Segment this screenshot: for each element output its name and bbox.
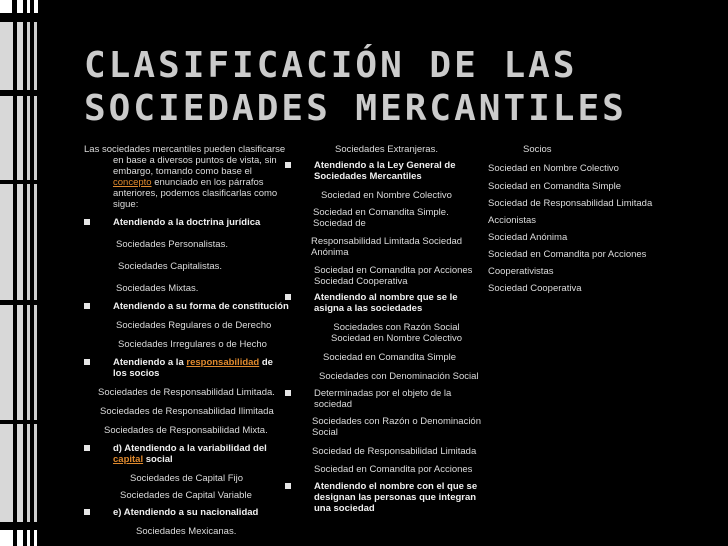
bullet-label-part-1: d) Atendiendo a la variabilidad del (113, 443, 267, 454)
deco-bar-top (0, 0, 12, 13)
bullet-icon (84, 445, 90, 451)
bullet-nacionalidad (84, 507, 289, 518)
deco-bar-left (0, 22, 13, 522)
list-item: Sociedad en Nombre Colectivo (488, 163, 619, 174)
list-item: Sociedad en Nombre Colectivo (321, 190, 452, 201)
bullet-label: Atendiendo al nombre que se le asigna a las sociedades (314, 292, 458, 314)
list-item: Sociedades Irregulares o de Hecho (118, 339, 267, 350)
list-item: Sociedad Anónima (488, 232, 568, 243)
title-line-2: SOCIEDADES MERCANTILES (84, 88, 627, 129)
deco-bar-top (27, 0, 30, 13)
deco-bar-bottom (27, 530, 30, 546)
column-3 (488, 144, 688, 294)
bullet-objeto (285, 388, 485, 410)
list-item: Sociedades de Responsabilidad Mixta. (104, 425, 268, 436)
column-2 (285, 144, 485, 514)
list-item: Sociedades Capitalistas. (118, 261, 223, 272)
deco-gap (0, 180, 40, 184)
list-item: Sociedad de Responsabilidad Limitada (312, 446, 477, 457)
list-item: Sociedad en Comandita Simple (323, 352, 457, 363)
bullet-icon (285, 294, 291, 300)
bullet-label-part-2: de los socios (113, 357, 273, 379)
list-item: Sociedades Regulares o de Derecho (116, 320, 272, 331)
list-item: Sociedades Extranjeras. (335, 144, 438, 155)
list-item: Sociedades de Responsabilidad Ilimitada (100, 406, 274, 417)
list-item: Sociedades Mixtas. (116, 283, 199, 294)
list-item: Accionistas (488, 215, 537, 226)
list-item: Sociedades Personalistas. (116, 239, 228, 250)
list-item: Sociedades Mexicanas. (136, 526, 237, 537)
deco-bar-bottom (17, 530, 23, 546)
deco-bar-bottom (0, 530, 13, 546)
deco-bar-top (34, 0, 38, 13)
list-item: Sociedad en Comandita por Acciones Sociedad Cooperativa (314, 265, 473, 287)
bullet-icon (285, 390, 291, 396)
list-item: Responsabilidad Limitada Sociedad Anónima (311, 236, 463, 258)
list-item: Sociedades con Denominación Social (319, 371, 479, 382)
bullet-ley-general (285, 160, 485, 182)
concepto-link[interactable]: concepto (113, 177, 152, 188)
list-item: Sociedades con Razón o Denominación Social (312, 416, 481, 438)
list-item: Sociedad en Comandita Simple. Sociedad de (313, 207, 449, 229)
list-item: Sociedad Cooperativa (488, 283, 582, 294)
capital-link[interactable]: capital (113, 454, 144, 465)
list-item: Sociedad en Comandita por Acciones (488, 249, 647, 260)
list-item: Sociedades con Razón Social Sociedad en Nombre Colectivo (331, 322, 462, 344)
bullet-icon (84, 219, 90, 225)
bullet-label: Atendiendo a la Ley General de Sociedades Mercantiles (314, 160, 456, 182)
deco-bar-bottom (34, 530, 37, 546)
list-item: Socios (523, 144, 552, 155)
intro-part-1: Las sociedades mercantiles pueden clasificarse en base a diversos puntos de vista, sin embargo, tomando como base el (84, 144, 286, 177)
responsabilidad-link[interactable]: responsabilidad (186, 357, 260, 368)
deco-gap (0, 300, 40, 305)
deco-gap (0, 90, 40, 96)
deco-bar-left (27, 22, 30, 522)
bullet-label-part-2: social (145, 454, 173, 465)
list-item: Sociedades de Capital Fijo (130, 473, 244, 484)
bullet-label-part-1: Atendiendo a la (113, 357, 184, 368)
bullet-responsabilidad (84, 357, 289, 379)
bullet-label: Atendiendo a su forma de constitución (113, 301, 289, 312)
list-item: Sociedades de Capital Variable (120, 490, 252, 501)
list-item: Sociedades de Responsabilidad Limitada. (98, 387, 275, 398)
bullet-icon (84, 303, 90, 309)
bullet-capital (84, 443, 289, 465)
bullet-constitucion (84, 301, 289, 312)
bullet-personas (285, 481, 485, 514)
bullet-icon (285, 162, 291, 168)
list-item: Cooperativistas (488, 266, 554, 277)
deco-gap (0, 420, 40, 424)
intro-part-2: enunciado en los párrafos anteriores, podemos clasificarlas como sigue: (113, 177, 278, 210)
title-line-1: CLASIFICACIÓN DE LAS (84, 45, 578, 86)
list-item: Sociedad de Responsabilidad Limitada (488, 198, 653, 209)
bullet-nombre-asignado (285, 292, 485, 314)
bullet-label: Determinadas por el objeto de la sociedad (314, 388, 452, 410)
slide-title (84, 44, 694, 130)
bullet-doctrina (84, 217, 289, 228)
deco-bar-left (34, 22, 37, 522)
list-item: Sociedad en Comandita por Acciones (314, 464, 473, 475)
list-item: Sociedad en Comandita Simple (488, 181, 622, 192)
deco-bar-top (17, 0, 23, 13)
deco-bar-left (17, 22, 23, 522)
bullet-icon (285, 483, 291, 489)
bullet-label: Atendiendo el nombre con el que se designan las personas que integran una sociedad (314, 481, 478, 514)
bullet-label: e) Atendiendo a su nacionalidad (113, 507, 259, 518)
bullet-icon (84, 359, 90, 365)
bullet-icon (84, 509, 90, 515)
bullet-label: Atendiendo a la doctrina jurídica (113, 217, 261, 228)
intro-text (84, 144, 289, 210)
column-1 (84, 144, 289, 537)
